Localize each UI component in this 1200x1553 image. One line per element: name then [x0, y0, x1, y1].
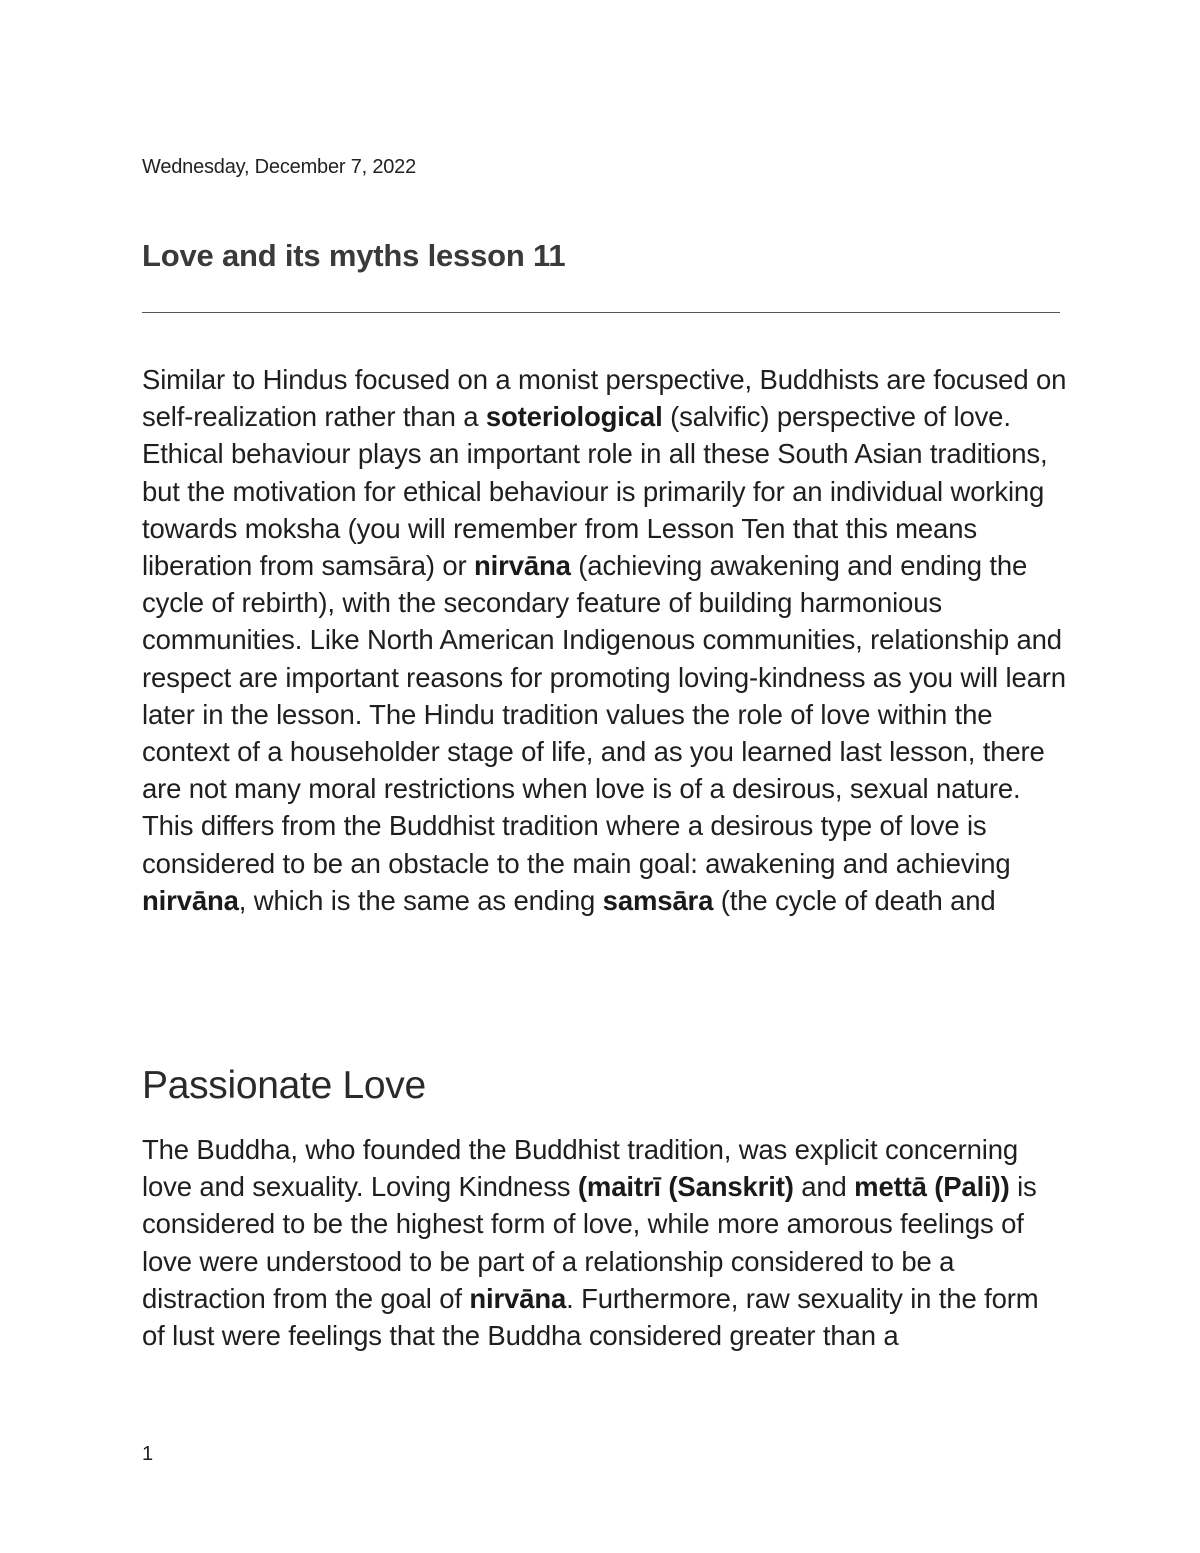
bold-term: (maitrī (Sanskrit) — [577, 1171, 794, 1203]
text-run: . Furthermore, raw sexuality in the form of lust were feelings that the Buddha considered greater than a — [142, 1282, 1039, 1352]
text-run: The Buddha, who founded the Buddhist tradition, was explicit concerning love and sexuality. Loving Kindness — [142, 1134, 1019, 1203]
text-run: is considered to be the highest form of love, while more amorous feelings of love were understood to be part of a relationship considered to be a distraction from the goal of — [142, 1171, 1037, 1314]
intro-paragraph — [142, 361, 1067, 919]
bold-term: nirvāna — [469, 1282, 567, 1314]
text-run: (the cycle of death and — [713, 884, 996, 916]
text-run: (salvific) perspective of love. Ethical behaviour plays an important role in all these South Asian traditions, but the motivation for ethical behaviour is primarily for an individual working towards moksha (you will remember from Lesson Ten that this means liberation from samsāra) or — [142, 401, 1048, 582]
bold-term: nirvāna — [142, 884, 239, 916]
document-date: Wednesday, December 7, 2022 — [142, 156, 417, 178]
page-number: 1 — [142, 1443, 154, 1465]
title-divider — [142, 312, 1060, 313]
section-heading: Passionate Love — [142, 1064, 426, 1107]
text-run: , which is the same as ending — [238, 884, 603, 916]
bold-term: samsāra — [602, 884, 714, 916]
text-run: (achieving awakening and ending the cycle of rebirth), with the secondary feature of building harmonious communities. Like North American Indigenous communities, relationship and respect are important reasons for promoting loving-kindness as you will learn later in the lesson. The Hindu tradition values the role of love within the context of a householder stage of life, and as you learned last lesson, there are not many moral restrictions when love is of a desirous, sexual nature. This differs from the Buddhist tradition where a desirous type of love is considered to be an obstacle to the main goal: awakening and achieving — [142, 550, 1066, 879]
text-run: Similar to Hindus focused on a monist perspective, Buddhists are focused on self-realization rather than a — [142, 364, 1067, 433]
passionate-love-paragraph — [142, 1131, 1067, 1354]
bold-term: mettā (Pali)) — [854, 1171, 1010, 1203]
document-title: Love and its myths lesson 11 — [142, 238, 566, 273]
text-run: and — [793, 1171, 855, 1203]
bold-term: nirvāna — [474, 550, 571, 582]
bold-term: soteriological — [485, 401, 663, 433]
